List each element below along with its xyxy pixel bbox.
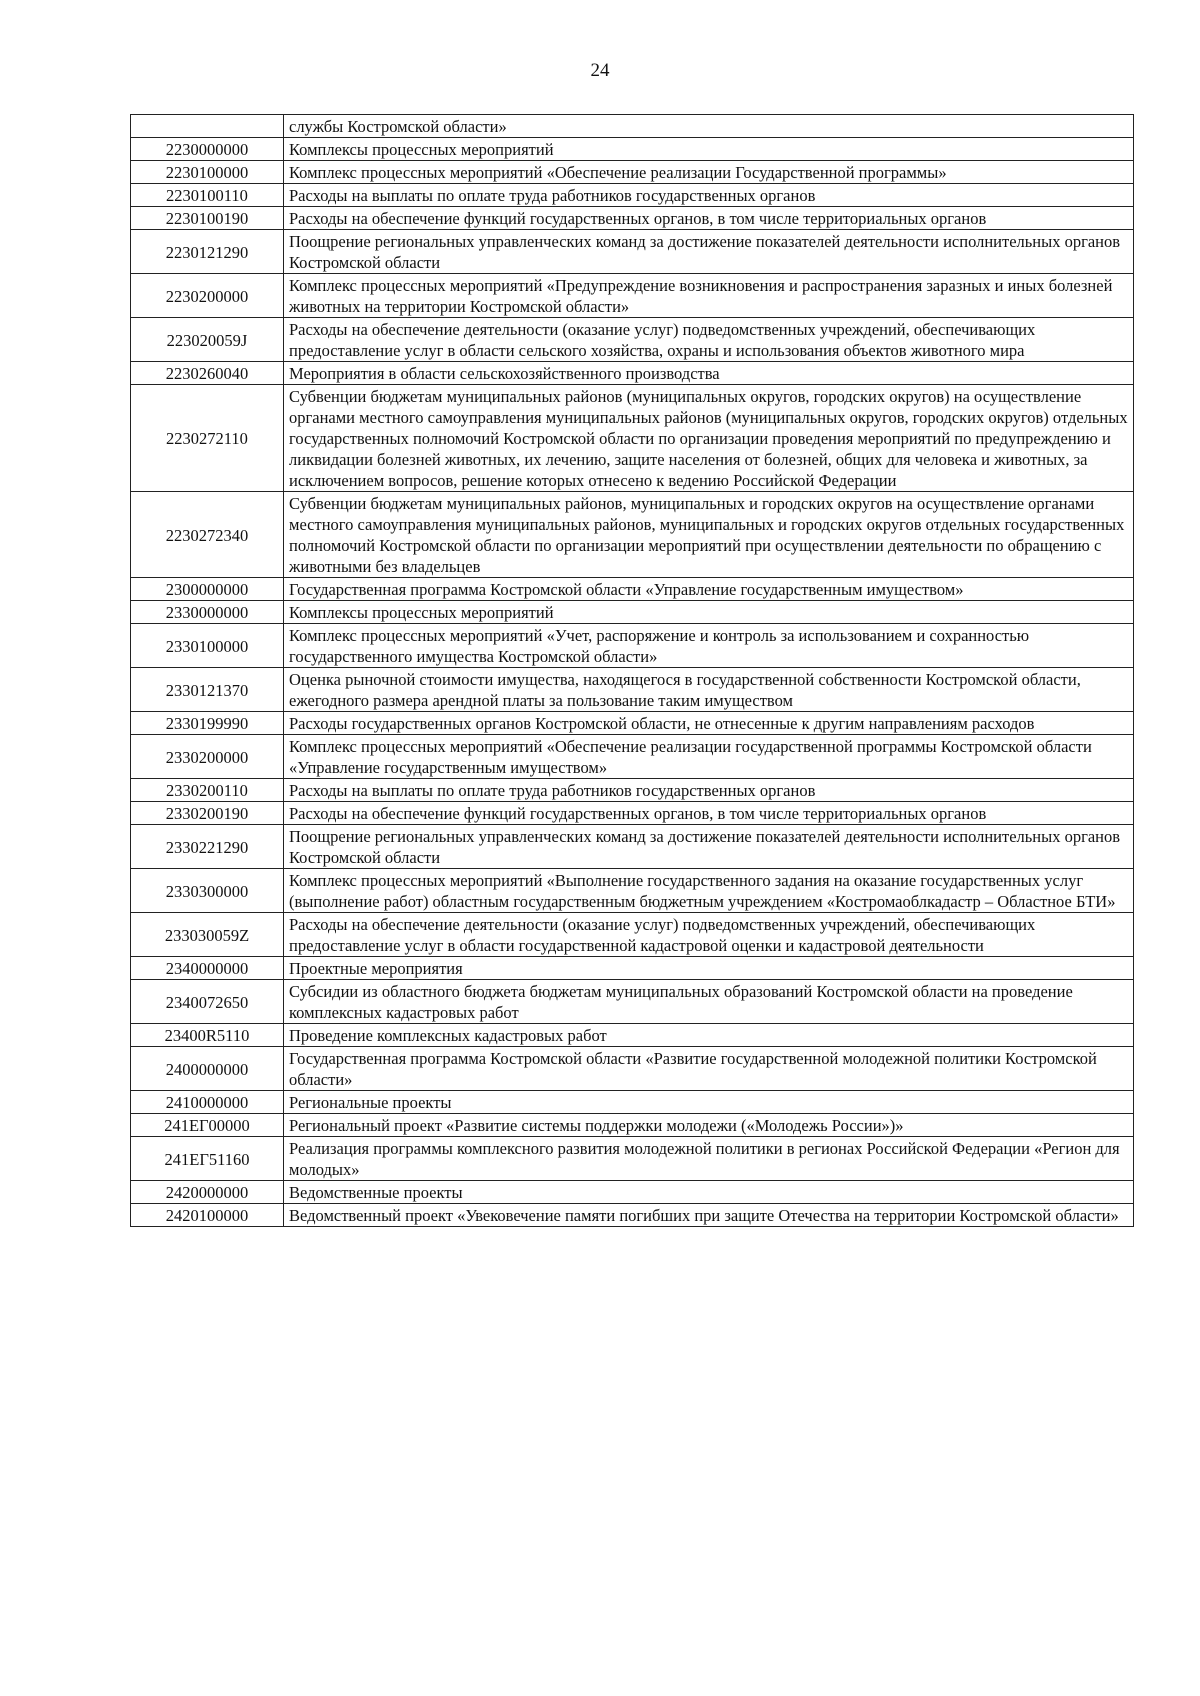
table-row <box>131 161 1134 184</box>
row-code: 2230100000 <box>131 161 284 184</box>
row-code: 241ЕГ00000 <box>131 1114 284 1137</box>
row-code: 2330300000 <box>131 869 284 913</box>
row-code: 23400R5110 <box>131 1024 284 1047</box>
table-row <box>131 779 1134 802</box>
row-code: 2230121290 <box>131 230 284 274</box>
row-code: 2340072650 <box>131 980 284 1024</box>
table-row <box>131 601 1134 624</box>
row-description: Комплекс процессных мероприятий «Обеспечение реализации государственной программы Костромской области «Управление государственным имуществом» <box>284 735 1134 779</box>
row-code: 2230272340 <box>131 492 284 578</box>
row-description: Государственная программа Костромской области «Развитие государственной молодежной политики Костромской области» <box>284 1047 1134 1091</box>
budget-code-table <box>130 114 1134 1227</box>
table-row <box>131 1024 1134 1047</box>
row-code: 2420100000 <box>131 1204 284 1227</box>
row-description: Расходы государственных органов Костромской области, не отнесенные к другим направлениям расходов <box>284 712 1134 735</box>
table-row <box>131 1181 1134 1204</box>
table-row <box>131 1204 1134 1227</box>
table-row <box>131 492 1134 578</box>
row-code: 2300000000 <box>131 578 284 601</box>
table-row <box>131 230 1134 274</box>
row-code: 2330200110 <box>131 779 284 802</box>
row-description: Субвенции бюджетам муниципальных районов, муниципальных и городских округов на осуществление органами местного самоуправления муниципальных районов, муниципальных и городских округов отдельных государственных полномочий Костромской области по организации мероприятий при осуществлении деятельности по обращению с животными без владельцев <box>284 492 1134 578</box>
row-description: Комплекс процессных мероприятий «Обеспечение реализации Государственной программы» <box>284 161 1134 184</box>
table-body <box>131 115 1134 1227</box>
row-code: 2420000000 <box>131 1181 284 1204</box>
table-row <box>131 825 1134 869</box>
row-code: 233030059Z <box>131 913 284 957</box>
table-row <box>131 578 1134 601</box>
row-code: 2230000000 <box>131 138 284 161</box>
table-row <box>131 318 1134 362</box>
table-row <box>131 1091 1134 1114</box>
row-code: 241ЕГ51160 <box>131 1137 284 1181</box>
row-code: 2340000000 <box>131 957 284 980</box>
table-row <box>131 712 1134 735</box>
table-row <box>131 957 1134 980</box>
row-description: Реализация программы комплексного развития молодежной политики в регионах Российской Федерации «Регион для молодых» <box>284 1137 1134 1181</box>
table-row <box>131 207 1134 230</box>
row-description: Оценка рыночной стоимости имущества, находящегося в государственной собственности Костромской области, ежегодного размера арендной платы за пользование таким имуществом <box>284 668 1134 712</box>
row-code: 2330199990 <box>131 712 284 735</box>
row-description: Комплекс процессных мероприятий «Предупреждение возникновения и распространения заразных и иных болезней животных на территории Костромской области» <box>284 274 1134 318</box>
row-code: 2230100190 <box>131 207 284 230</box>
row-code: 2330200000 <box>131 735 284 779</box>
row-code: 2330100000 <box>131 624 284 668</box>
row-description: службы Костромской области» <box>284 115 1134 138</box>
row-description: Расходы на выплаты по оплате труда работников государственных органов <box>284 184 1134 207</box>
row-description: Поощрение региональных управленческих команд за достижение показателей деятельности исполнительных органов Костромской области <box>284 230 1134 274</box>
row-code: 2330221290 <box>131 825 284 869</box>
row-code <box>131 115 284 138</box>
row-description: Комплексы процессных мероприятий <box>284 601 1134 624</box>
row-description: Комплекс процессных мероприятий «Выполнение государственного задания на оказание государственных услуг (выполнение работ) областным государственным бюджетным учреждением «Костромаоблкадастр – Областное БТИ» <box>284 869 1134 913</box>
row-description: Поощрение региональных управленческих команд за достижение показателей деятельности исполнительных органов Костромской области <box>284 825 1134 869</box>
table-row <box>131 869 1134 913</box>
row-description: Государственная программа Костромской области «Управление государственным имуществом» <box>284 578 1134 601</box>
row-description: Субсидии из областного бюджета бюджетам муниципальных образований Костромской области на проведение комплексных кадастровых работ <box>284 980 1134 1024</box>
row-code: 2330200190 <box>131 802 284 825</box>
row-code: 2230260040 <box>131 362 284 385</box>
table-row <box>131 624 1134 668</box>
row-description: Расходы на обеспечение функций государственных органов, в том числе территориальных органов <box>284 802 1134 825</box>
row-code: 2230200000 <box>131 274 284 318</box>
row-description: Расходы на обеспечение деятельности (оказание услуг) подведомственных учреждений, обеспечивающих предоставление услуг в области сельского хозяйства, охраны и использования объектов животного мира <box>284 318 1134 362</box>
row-description: Проектные мероприятия <box>284 957 1134 980</box>
table-row <box>131 184 1134 207</box>
row-code: 2330000000 <box>131 601 284 624</box>
row-code: 2230272110 <box>131 385 284 492</box>
row-description: Субвенции бюджетам муниципальных районов (муниципальных округов, городских округов) на осуществление органами местного самоуправления муниципальных районов (муниципальных округов, городских округов) отдельных государственных полномочий Костромской области по организации проведения мероприятий по предупреждению и ликвидации болезней животных, их лечению, защите населения от болезней, общих для человека и животных, за исключением вопросов, решение которых отнесено к ведению Российской Федерации <box>284 385 1134 492</box>
row-code: 2400000000 <box>131 1047 284 1091</box>
table-row <box>131 1137 1134 1181</box>
table-row <box>131 1114 1134 1137</box>
row-description: Расходы на выплаты по оплате труда работников государственных органов <box>284 779 1134 802</box>
table-row <box>131 980 1134 1024</box>
table-row <box>131 115 1134 138</box>
table-row <box>131 362 1134 385</box>
table-row <box>131 668 1134 712</box>
row-description: Региональные проекты <box>284 1091 1134 1114</box>
row-description: Комплексы процессных мероприятий <box>284 138 1134 161</box>
table-row <box>131 1047 1134 1091</box>
row-description: Региональный проект «Развитие системы поддержки молодежи («Молодежь России»)» <box>284 1114 1134 1137</box>
table-row <box>131 138 1134 161</box>
table-row <box>131 274 1134 318</box>
table-row <box>131 735 1134 779</box>
row-code: 2230100110 <box>131 184 284 207</box>
table-row <box>131 385 1134 492</box>
row-code: 2410000000 <box>131 1091 284 1114</box>
row-code: 223020059J <box>131 318 284 362</box>
page-number: 24 <box>590 60 610 81</box>
row-code: 2330121370 <box>131 668 284 712</box>
table-row <box>131 802 1134 825</box>
table-row <box>131 913 1134 957</box>
row-description: Мероприятия в области сельскохозяйственного производства <box>284 362 1134 385</box>
row-description: Проведение комплексных кадастровых работ <box>284 1024 1134 1047</box>
row-description: Расходы на обеспечение функций государственных органов, в том числе территориальных органов <box>284 207 1134 230</box>
row-description: Ведомственные проекты <box>284 1181 1134 1204</box>
row-description: Расходы на обеспечение деятельности (оказание услуг) подведомственных учреждений, обеспечивающих предоставление услуг в области государственной кадастровой оценки и кадастровой деятельности <box>284 913 1134 957</box>
row-description: Ведомственный проект «Увековечение памяти погибших при защите Отечества на территории Костромской области» <box>284 1204 1134 1227</box>
row-description: Комплекс процессных мероприятий «Учет, распоряжение и контроль за использованием и сохранностью государственного имущества Костромской области» <box>284 624 1134 668</box>
